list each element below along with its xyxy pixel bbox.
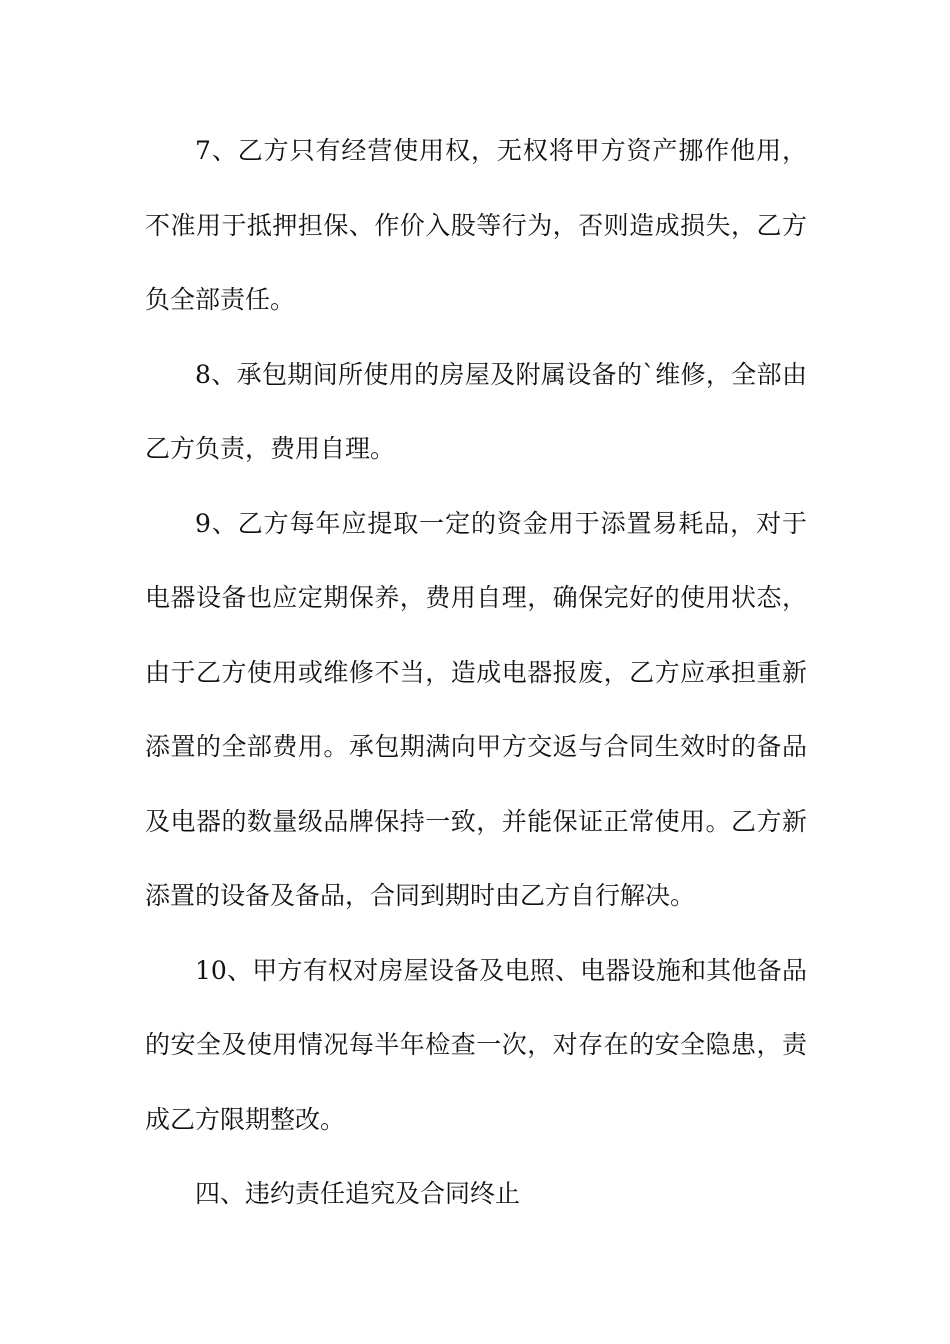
clause-7: 7、乙方只有经营使用权，无权将甲方资产挪作他用，不准用于抵押担保、作价入股等行为，否则造成损失，乙方负全部责任。 — [145, 136, 807, 314]
document-body — [145, 114, 807, 1232]
clause-10: 10、甲方有权对房屋设备及电照、电器设施和其他备品的安全及使用情况每半年检查一次，对存在的安全隐患，责成乙方限期整改。 — [145, 955, 807, 1134]
clause-9: 9、乙方每年应提取一定的资金用于添置易耗品，对于电器设备也应定期保养，费用自理，确保完好的使用状态，由于乙方使用或维修不当，造成电器报废，乙方应承担重新添置的全部费用。承包期满向甲方交返与合同生效时的备品及电器的数量级品牌保持一致，并能保证正常使用。乙方新添置的设备及备品，合同到期时由乙方自行解决。 — [145, 508, 807, 910]
section-heading: 四、违约责任追究及合同终止 — [195, 1179, 521, 1208]
clause-8: 8、承包期间所使用的房屋及附属设备的`维修，全部由乙方负责，费用自理。 — [145, 359, 807, 463]
